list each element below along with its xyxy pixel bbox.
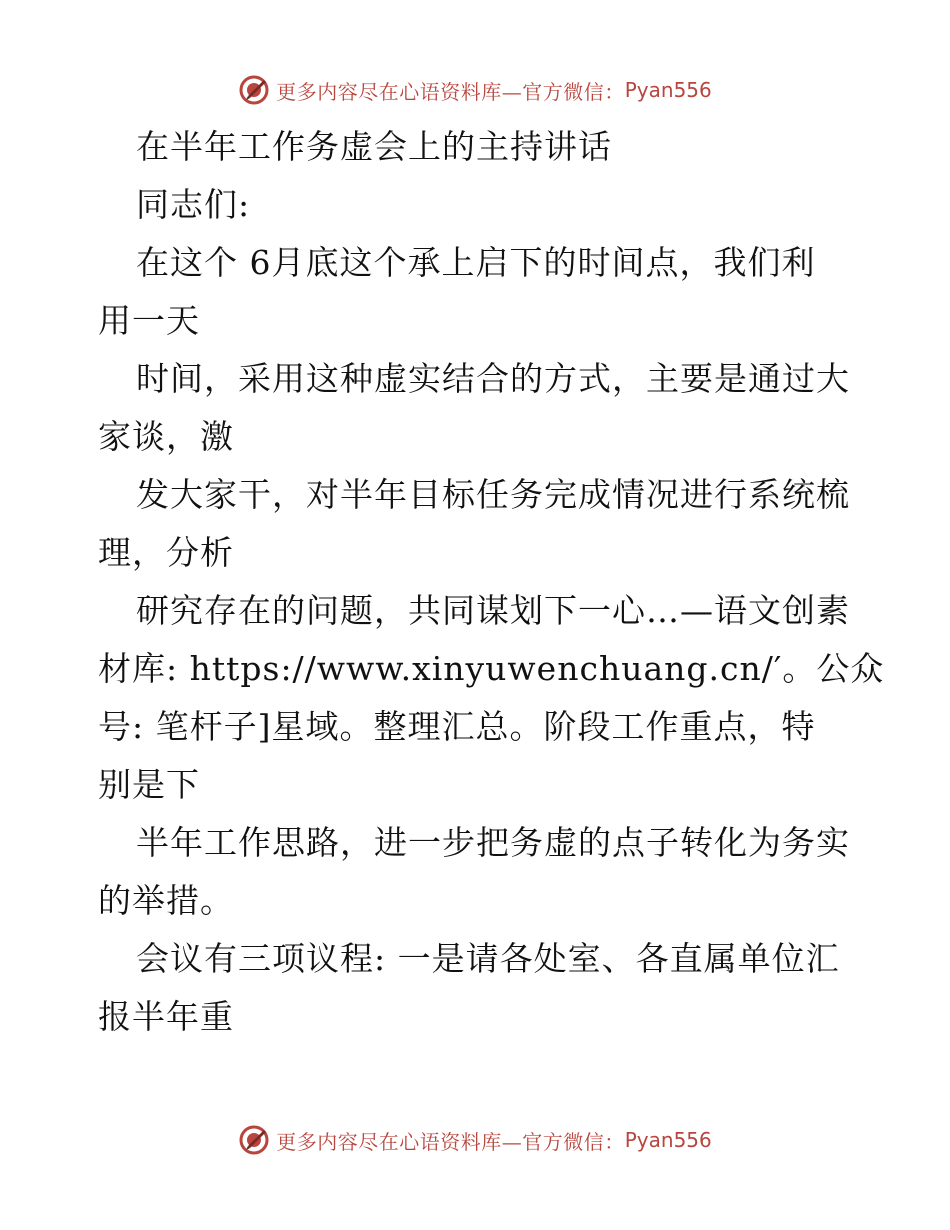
banner-wechat-id: Pyan556 <box>624 1128 712 1152</box>
document-title: 在半年工作务虚会上的主持讲话 <box>136 127 612 166</box>
pen-logo-icon <box>238 74 270 106</box>
text-line: 材库: https://www.xinyuwenchuang.cn/′。公众 <box>98 649 885 688</box>
text-line: 家谈，激 <box>98 417 234 456</box>
pen-logo-icon <box>238 1124 270 1156</box>
banner-wechat-id: Pyan556 <box>624 78 712 102</box>
text-line: 理，分析 <box>98 533 234 572</box>
header-banner <box>0 70 950 110</box>
text-line: 号: 笔杆子]星域。整理汇总。阶段工作重点，特 <box>98 707 816 746</box>
text-line: 别是下 <box>98 765 200 804</box>
text-line: 报半年重 <box>98 997 234 1036</box>
text-line: 会议有三项议程: 一是请各处室、各直属单位汇 <box>136 939 840 978</box>
banner-text: 更多内容尽在心语资料库—官方微信： <box>276 79 625 104</box>
banner-text: 更多内容尽在心语资料库—官方微信： <box>276 1129 625 1154</box>
text-line: 用一天 <box>98 301 200 340</box>
text-line: 在这个 6月底这个承上启下的时间点，我们利 <box>136 243 816 282</box>
document-body <box>98 118 885 1046</box>
text-line: 研究存在的问题，共同谋划下一心…—语文创素 <box>136 591 850 630</box>
text-line: 的举措。 <box>98 881 234 920</box>
text-line: 时间，采用这种虚实结合的方式，主要是通过大 <box>136 359 850 398</box>
text-line: 发大家干，对半年目标任务完成情况进行系统梳 <box>136 475 850 514</box>
text-line: 半年工作思路，进一步把务虚的点子转化为务实 <box>136 823 850 862</box>
salutation: 同志们: <box>136 185 251 224</box>
footer-banner <box>0 1120 950 1160</box>
